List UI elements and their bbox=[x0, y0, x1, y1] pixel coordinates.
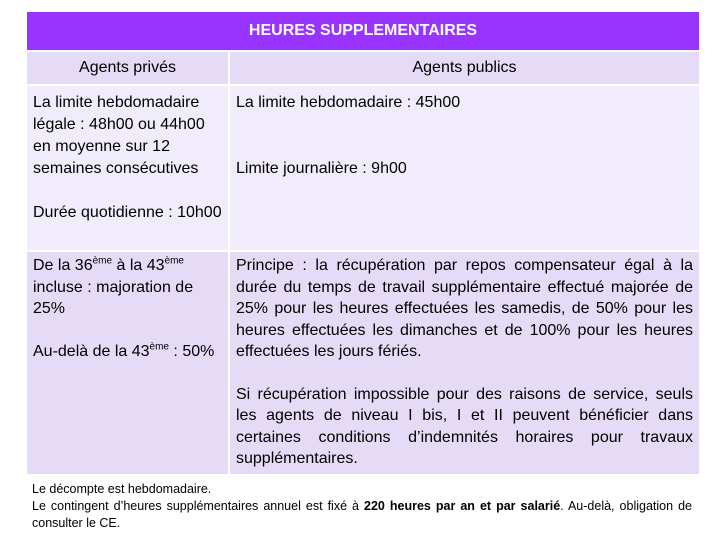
public-weekly-limit: La limite hebdomadaire : 45h00 bbox=[236, 94, 461, 111]
overtime-table bbox=[27, 12, 699, 474]
cell-public-limits bbox=[230, 86, 699, 250]
table-row-limits bbox=[27, 86, 699, 250]
private-weekly-limit: La limite hebdomadaire légale : 48h00 ou 44h00 en moyenne sur 12 semaines consécutives bbox=[33, 94, 205, 177]
footnote-bold: 220 heures par an et par salarié bbox=[364, 499, 561, 513]
private-daily-limit: Durée quotidienne : 10h00 bbox=[33, 204, 222, 221]
col-header-private: Agents privés bbox=[27, 52, 228, 84]
cell-private-overtime bbox=[27, 252, 228, 474]
footnote-line-1: Le décompte est hebdomadaire. bbox=[32, 482, 212, 496]
cell-public-overtime bbox=[230, 252, 699, 474]
table-row-overtime bbox=[27, 252, 699, 474]
public-daily-limit: Limite journalière : 9h00 bbox=[236, 160, 407, 177]
footnote bbox=[32, 481, 692, 532]
private-overtime-50: Au-delà de la 43ème : 50% bbox=[33, 341, 215, 360]
column-headers bbox=[27, 52, 699, 84]
cell-private-limits bbox=[27, 86, 228, 250]
table-title: HEURES SUPPLEMENTAIRES bbox=[27, 12, 699, 50]
public-principle: Principe : la récupération par repos compensateur égal à la durée du temps de travail supplémentaire effectué majorée de 25% pour les heures effectuées les samedis, de 50% pour les heures effectuées les dimanches et de 100% pour les heures effectuées les jours fériés. bbox=[236, 257, 693, 360]
private-overtime-25: De la 36ème à la 43ème incluse : majoration de 25% bbox=[33, 255, 194, 317]
public-exception: Si récupération impossible pour des raisons de service, seuls les agents de niveau I bis, I et II peuvent bénéficier dans certaines conditions d’indemnités horaires pour travaux supplémentaires. bbox=[236, 385, 693, 467]
col-header-public: Agents publics bbox=[230, 52, 699, 84]
footnote-line-2: Le contingent d’heures supplémentaires annuel est fixé à 220 heures par an et par salarié. Au-delà, obligation de consulter le CE. bbox=[32, 499, 692, 530]
